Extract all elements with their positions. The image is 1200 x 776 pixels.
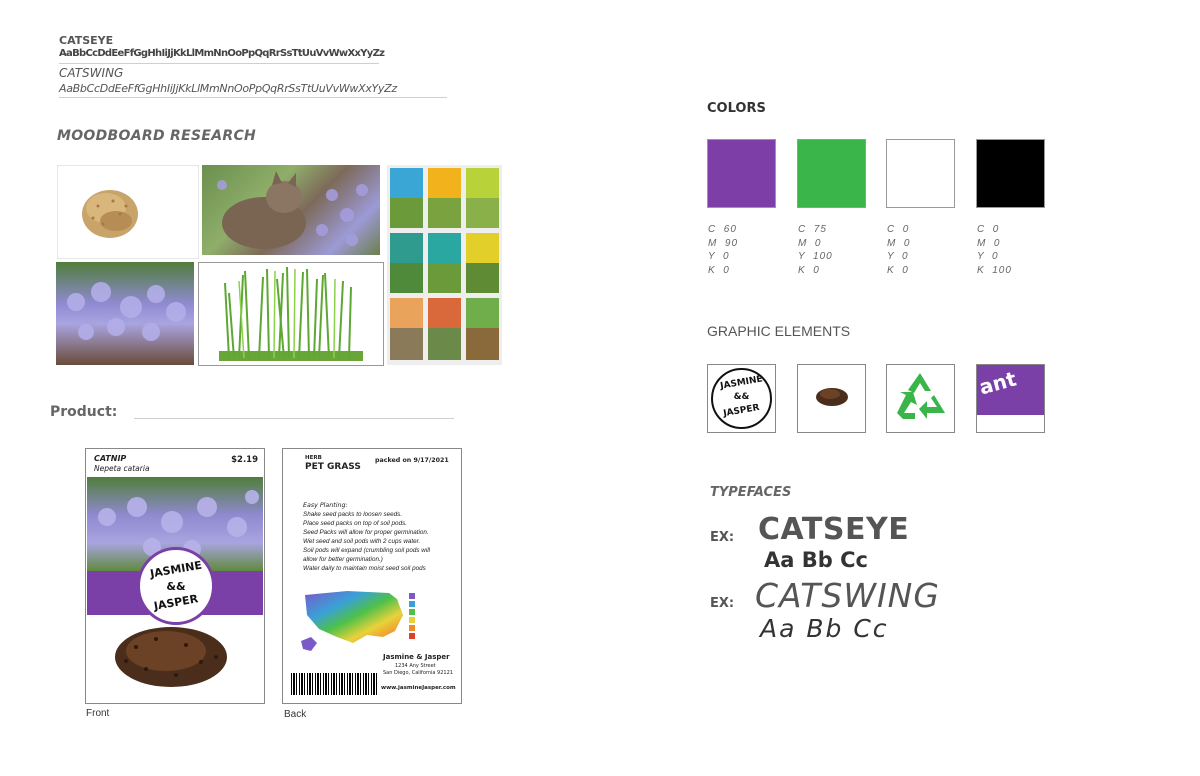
seed-packet-back [282, 448, 462, 704]
typeface-ex2-name: CATSWING [755, 576, 940, 615]
wheatgrass-photo [198, 262, 384, 366]
seed-packs-photo [387, 165, 502, 365]
seed-packet-front [85, 448, 265, 704]
back-caption: Back [284, 709, 307, 720]
packet-back-instructions-title: Easy Planting: [303, 502, 348, 509]
swatch-purple [707, 139, 776, 208]
brand-pattern-element [976, 364, 1045, 433]
product-underline [134, 418, 454, 419]
cmyk-purple: C 60 M 90 Y 0 K 0 [708, 224, 739, 276]
moodboard-title: MOODBOARD RESEARCH [57, 128, 257, 144]
packet-front-logo [137, 547, 215, 625]
packet-back-packed-date: packed on 9/17/2021 [375, 457, 449, 464]
packet-back-website: www.jasmineJasper.com [381, 685, 456, 691]
packet-front-latin-name: Nepeta cataria [94, 464, 150, 473]
seeds-photo [57, 165, 199, 259]
graphic-elements-title: GRAPHIC ELEMENTS [707, 323, 851, 339]
brand-logo-top-text: JASMINE [719, 374, 764, 392]
typefaces-title: TYPEFACES [710, 485, 792, 500]
seed-pile-element [797, 364, 866, 433]
product-label: Product: [50, 404, 118, 420]
packet-back-instruction-2: Place seed packs on top of soil pods. [303, 520, 407, 527]
front-caption: Front [86, 708, 110, 719]
packet-back-title: PET GRASS [305, 462, 361, 472]
swatch-white [886, 139, 955, 208]
cat-in-catnip-photo [202, 165, 380, 255]
brand-logo-element [707, 364, 776, 433]
pattern-text: ant [976, 366, 1019, 400]
packet-logo-mid-text: && [166, 580, 186, 593]
planting-zone-map [297, 585, 427, 663]
packet-back-street: 1234 Any Street [395, 663, 436, 669]
brand-logo-bottom-text: JASPER [722, 402, 761, 420]
packet-back-instruction-3: Seed Packs will allow for proper germination. [303, 529, 429, 536]
packet-back-company: Jasmine & Jasper [383, 653, 450, 661]
cmyk-green: C 75 M 0 Y 100 K 0 [798, 224, 833, 276]
colors-title: COLORS [707, 101, 766, 116]
packet-front-price: $2.19 [231, 455, 258, 465]
packet-back-instruction-5: Soil pods will expand (crumbling soil pods will [303, 547, 431, 554]
swatch-black [976, 139, 1045, 208]
recycle-element [886, 364, 955, 433]
catnip-flowers-photo [56, 262, 194, 365]
typeface-ex2-sample: Aa Bb Cc [760, 614, 889, 643]
packet-back-city: San Diego, California 92121 [383, 670, 453, 676]
typeface-ex1-sample: Aa Bb Cc [764, 548, 868, 572]
catseye-font-name: CATSEYE [59, 34, 114, 47]
catswing-font-name: CATSWING [59, 66, 124, 80]
packet-back-instruction-7: Water daily to maintain moist seed soil pods [303, 565, 426, 572]
catseye-underline [59, 63, 379, 64]
cmyk-white: C 0 M 0 Y 0 K 0 [887, 224, 911, 276]
typeface-ex2-label: EX: [710, 596, 735, 611]
packet-back-kind: HERB [305, 455, 322, 461]
catswing-underline [59, 97, 447, 98]
packet-logo-top-text: JASMINE [149, 558, 203, 581]
recycle-icon [887, 365, 954, 432]
packet-back-instruction-4: Wet seed and soil pods with 2 cups water. [303, 538, 421, 545]
packet-front-plant-name: CATNIP [94, 454, 127, 463]
swatch-green [797, 139, 866, 208]
typeface-ex1-name: CATSEYE [758, 512, 910, 547]
brand-logo-mid-text: && [733, 392, 750, 402]
typeface-ex1-label: EX: [710, 530, 735, 545]
packet-back-instruction-6: allow for better germination.) [303, 556, 383, 563]
catswing-alphabet: AaBbCcDdEeFfGgHhIiJjKkLlMmNnOoPpQqRrSsTtUuVvWwXxYyZz [59, 82, 397, 95]
cmyk-black: C 0 M 0 Y 0 K 100 [977, 224, 1012, 276]
packet-front-seeds [106, 617, 236, 697]
packet-logo-bottom-text: JASPER [152, 592, 200, 613]
packet-back-barcode [291, 673, 377, 695]
packet-back-instruction-1: Shake seed packs to loosen seeds. [303, 511, 403, 518]
catseye-alphabet: AaBbCcDdEeFfGgHhIiJjKkLlMmNnOoPpQqRrSsTtUuVvWwXxYyZz [59, 48, 385, 59]
brand-logo-badge [711, 368, 772, 429]
